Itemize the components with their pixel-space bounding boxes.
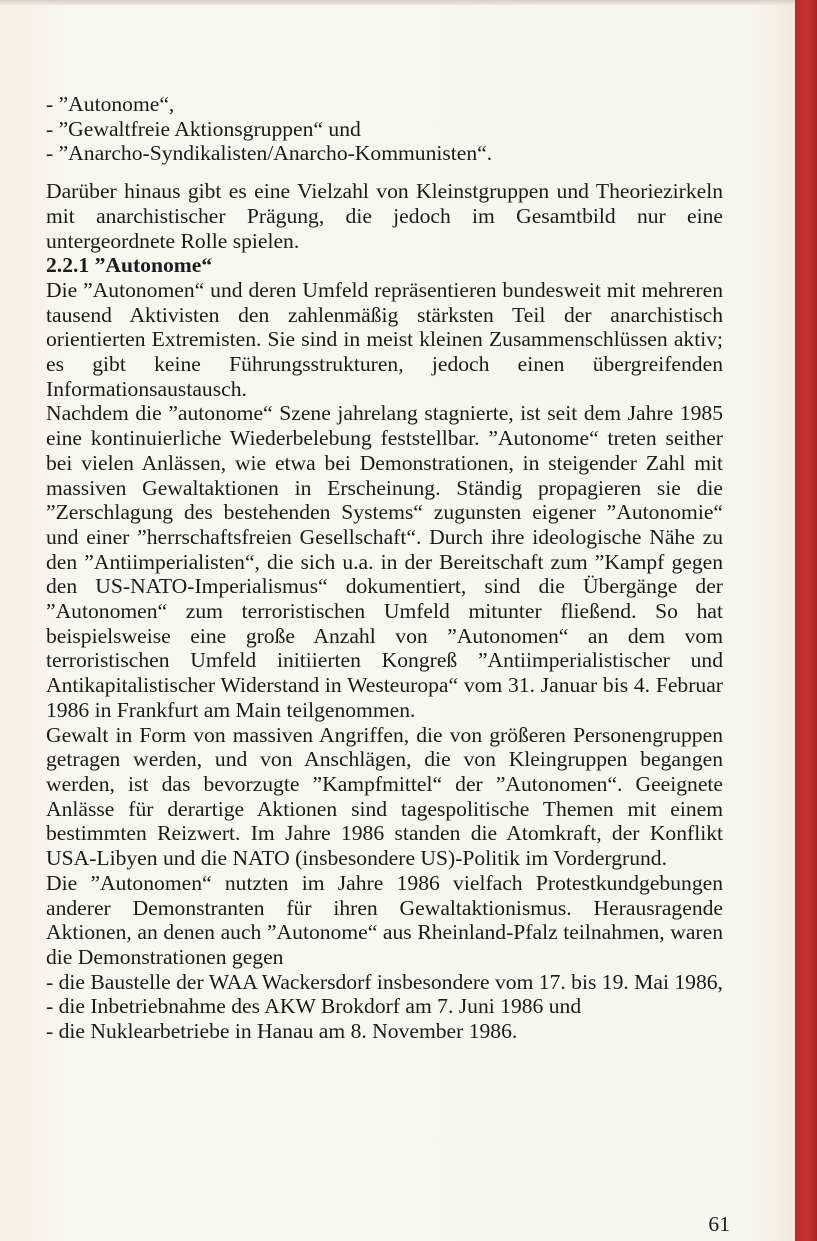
red-page-edge-tab <box>795 0 817 1241</box>
list-item: - die Nuklearbetriebe in Hanau am 8. November 1986. <box>46 1019 518 1044</box>
top-list <box>46 92 723 166</box>
bottom-list <box>46 970 723 1044</box>
list-item: - ”Anarcho-Syndikalisten/Anarcho-Kommunisten“. <box>46 141 493 166</box>
page-body <box>46 92 723 1044</box>
intro-paragraph: Darüber hinaus gibt es eine Vielzahl von Kleinstgruppen und Theoriezirkeln mit anarchistischer Prägung, die jedoch im Gesamtbild nur eine untergeordnete Rolle spielen. <box>46 179 723 253</box>
body-paragraph-3: Gewalt in Form von massiven Angriffen, die von größeren Personengruppen getragen werden, und von Anschlägen, die von Kleingruppen begangen werden, ist das bevorzugte ”Kampfmittel“ der ”Autonomen“. Geeignete Anlässe für derartige Aktionen sind tagespolitische Themen mit einem bestimmten Reizwert. Im Jahre 1986 standen die Atomkraft, der Konflikt USA-Libyen und die NATO (insbesondere US)-Politik im Vordergrund. <box>46 722 723 871</box>
section-heading: 2.2.1 ”Autonome“ <box>46 253 213 278</box>
body-paragraph-2: Nachdem die ”autonome“ Szene jahrelang stagnierte, ist seit dem Jahre 1985 eine kontinuierliche Wiederbelebung feststellbar. ”Autonome“ treten seither bei vielen Anlässen, wie etwa bei Demonstrationen, in steigender Zahl mit massiven Gewaltaktionen in Erscheinung. Ständig propagieren sie die ”Zerschlagung des bestehenden Systems“ zugunsten eigener ”Autonomie“ und einer ”herrschaftsfreien Gesellschaft“. Durch ihre ideologische Nähe zu den ”Antiimperialisten“, die sich u.a. in der Bereitschaft zum ”Kampf gegen den US-NATO-Imperialismus“ dokumentiert, sind die Übergänge der ”Autonomen“ zum terroristischen Umfeld mitunter fließend. So hat beispielsweise eine große Anzahl von ”Autonomen“ an dem vom terroristischen Umfeld initiierten Kongreß ”Antiimperialistischer und Antikapitalistischer Widerstand in Westeuropa“ vom 31. Januar bis 4. Februar 1986 in Frankfurt am Main teilgenommen. <box>46 401 723 722</box>
list-item: - die Baustelle der WAA Wackersdorf insbesondere vom 17. bis 19. Mai 1986, <box>46 969 723 994</box>
page-number: 61 <box>708 1212 730 1236</box>
page-top-edge <box>0 0 795 5</box>
body-paragraph-4: Die ”Autonomen“ nutzten im Jahre 1986 vielfach Protestkundgebungen anderer Demonstranten für ihren Gewaltaktionismus. Herausragende Aktionen, an denen auch ”Autonome“ aus Rheinland-Pfalz teilnahmen, waren die Demonstrationen gegen <box>46 870 723 969</box>
body-paragraph-1: Die ”Autonomen“ und deren Umfeld repräsentieren bundesweit mit mehreren tausend Aktivisten den zahlenmäßig stärksten Teil der anarchistisch orientierten Extremisten. Sie sind in meist kleinen Zusammenschlüssen aktiv; es gibt keine Führungsstrukturen, jedoch einen übergreifenden Informationsaustausch. <box>46 277 723 401</box>
list-item: - die Inbetriebnahme des AKW Brokdorf am 7. Juni 1986 und <box>46 994 582 1019</box>
list-item: - ”Autonome“, <box>46 92 175 116</box>
list-item: - ”Gewaltfreie Aktionsgruppen“ und <box>46 116 361 141</box>
